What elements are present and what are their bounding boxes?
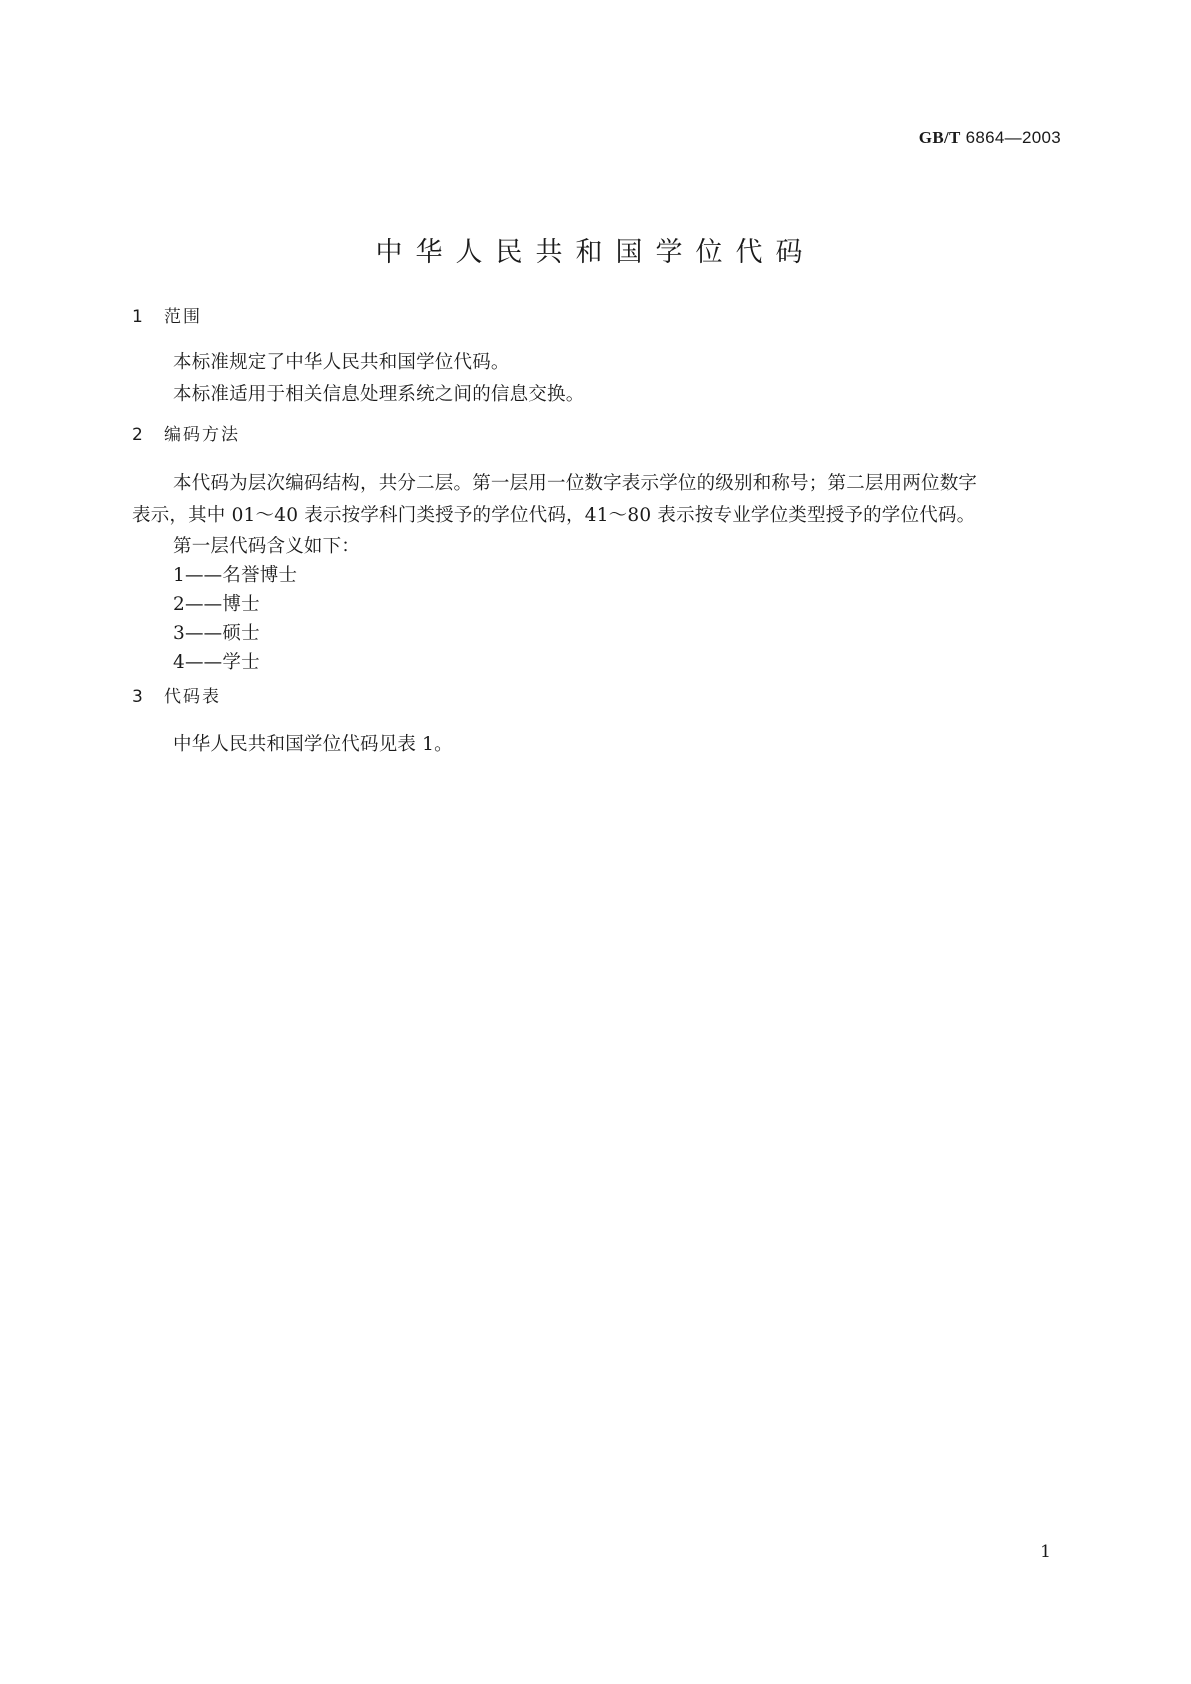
page-number: 1 <box>1040 1542 1051 1562</box>
paragraph: 本标准规定了中华人民共和国学位代码。 <box>173 352 510 373</box>
section-number: 3 <box>132 687 143 707</box>
standard-prefix: GB/T <box>918 128 961 147</box>
paragraph: 本标准适用于相关信息处理系统之间的信息交换。 <box>173 384 585 405</box>
list-item: 3——硕士 <box>173 623 260 644</box>
paragraph: 本代码为层次编码结构，共分二层。第一层用一位数字表示学位的级别和称号；第二层用两位数字 <box>173 473 978 494</box>
section-heading <box>132 685 1062 709</box>
list-item: 2——博士 <box>173 594 260 615</box>
paragraph: 第一层代码含义如下： <box>173 536 361 557</box>
standard-number-value: 6864—2003 <box>960 128 1061 147</box>
section-title: 代码表 <box>164 687 221 707</box>
section-title: 编码方法 <box>164 425 240 445</box>
section-number: 1 <box>132 307 143 327</box>
paragraph: 中华人民共和国学位代码见表 1。 <box>173 734 453 755</box>
list-item: 1——名誉博士 <box>173 565 298 586</box>
standard-number <box>919 128 1061 148</box>
document-title: 中华人民共和国学位代码 <box>375 237 816 268</box>
section-scope <box>132 305 1062 411</box>
section-number: 2 <box>132 425 143 445</box>
section-heading <box>132 423 1062 447</box>
paragraph: 表示，其中 01～40 表示按学科门类授予的学位代码，41～80 表示按专业学位类型授予的学位代码。 <box>132 505 976 526</box>
section-code-table <box>132 685 1062 761</box>
section-coding-method <box>132 423 1062 677</box>
section-title: 范围 <box>164 307 202 327</box>
list-item: 4——学士 <box>173 652 260 673</box>
section-heading <box>132 305 1062 329</box>
